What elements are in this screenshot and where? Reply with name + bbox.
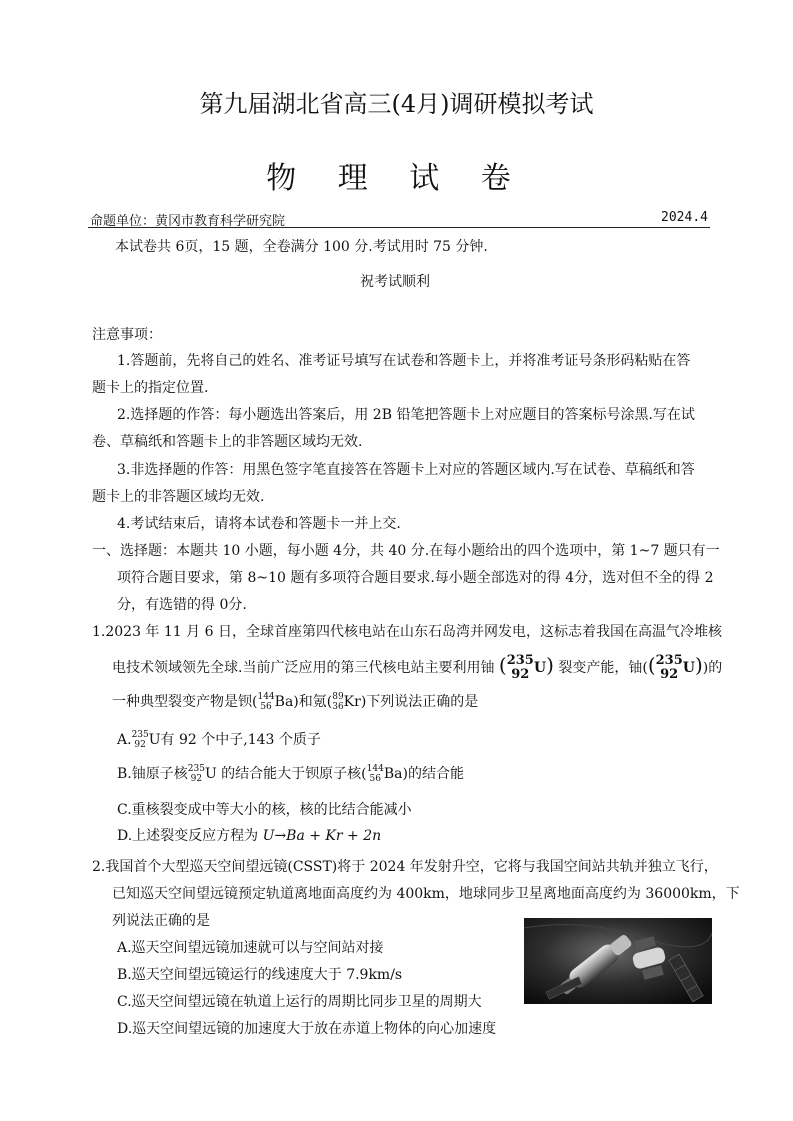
q1-option-b[interactable] xyxy=(117,762,464,786)
section1-line2: 项符合题目要求，第 8~10 题有多项符合题目要求.每小题全部选对的得 4分，选对但不全的得 2 xyxy=(117,570,714,586)
u235-nuclide: 235 92 xyxy=(506,653,534,682)
q1-line2-text-b: 裂变产能，铀( xyxy=(558,660,648,676)
notice-4: 4.考试结束后，请将本试卷和答题卡一并上交. xyxy=(117,516,401,532)
u235-nuclide-b: 235 92 xyxy=(187,764,205,784)
q1-option-d[interactable] xyxy=(117,826,381,846)
paren-open-2: ( xyxy=(647,653,656,677)
fission-equation: U→Ba + Kr + 2n xyxy=(262,828,382,844)
issuer-label: 命题单位：黄冈市教育科学研究院 xyxy=(90,214,286,229)
intro-line: 本试卷共 6页，15 题，全卷满分 100 分.考试用时 75 分钟. xyxy=(115,239,488,255)
q1-line3-text-b: Ba)和氪( xyxy=(274,694,333,710)
q1-option-c[interactable]: C.重核裂变成中等大小的核，核的比结合能减小 xyxy=(117,802,412,818)
option-b-tail: Ba)的结合能 xyxy=(383,766,464,782)
q2-line2: 已知巡天空间望远镜预定轨道离地面高度约为 400km，地球同步卫星离地面高度约为 36000km，下 xyxy=(112,886,740,902)
u-symbol-2: U xyxy=(682,660,695,676)
exam-date: 2024.4 xyxy=(661,210,708,225)
paren-close: ) xyxy=(546,653,554,677)
space-telescope-photo xyxy=(524,918,712,1004)
q1-line2 xyxy=(112,648,722,685)
q1-line3 xyxy=(112,690,478,714)
q1-line2-text-c: )的 xyxy=(702,660,723,676)
notice-2b: 卷、草稿纸和答题卡上的非答题区域均无效. xyxy=(92,434,363,450)
kr89-nuclide: 89 36 xyxy=(332,692,344,712)
q1-line3-text-c: Kr)下列说法正确的是 xyxy=(343,694,479,710)
q2-option-d[interactable]: D.巡天空间望远镜的加速度大于放在赤道上物体的向心加速度 xyxy=(117,1021,497,1037)
notice-1a: 1.答题前，先将自己的姓名、准考证号填写在试卷和答题卡上，并将准考证号条形码粘贴在答 xyxy=(117,353,691,369)
section1-line1: 一、选择题：本题共 10 小题，每小题 4分，共 40 分.在每小题给出的四个选项中，第 1~7 题只有一 xyxy=(92,543,720,559)
ba144-nuclide: 144 56 xyxy=(257,692,275,712)
notice-2a: 2.选择题的作答：每小题选出答案后，用 2B 铅笔把答题卡上对应题目的答案标号涂黑.写在试 xyxy=(117,407,695,423)
q2-option-b[interactable]: B.巡天空间望远镜运行的线速度大于 7.9km/s xyxy=(117,967,403,983)
option-b-pre: B.铀原子核 xyxy=(117,766,188,782)
q1-option-a[interactable] xyxy=(117,728,321,752)
option-a-text: U有 92 个中子,143 个质子 xyxy=(148,732,321,748)
paren-open: ( xyxy=(498,653,507,677)
notice-3b: 题卡上的非答题区域均无效. xyxy=(92,489,265,505)
option-b-mid: U 的结合能大于钡原子核( xyxy=(204,766,367,782)
q2-line1: 2.我国首个大型巡天空间望远镜(CSST)将于 2024 年发射升空，它将与我国空间站共轨并独立飞行， xyxy=(92,859,718,875)
ba144-nuclide-b: 144 56 xyxy=(366,764,384,784)
q1-line3-text-a: 一种典型裂变产物是钡( xyxy=(112,694,258,710)
exam-title: 第九届湖北省高三(4月)调研模拟考试 xyxy=(199,90,594,118)
space-telescope-illustration xyxy=(524,918,712,1004)
q1-line2-text-a: 电技术领域领先全球.当前广泛应用的第三代核电站主要利用铀 xyxy=(112,660,495,676)
u235-nuclide-2: 235 92 xyxy=(655,653,683,682)
subject-title: 物 理 试 卷 xyxy=(266,161,527,196)
notice-3a: 3.非选择题的作答：用黑色签字笔直接答在答题卡上对应的答题区域内.写在试卷、草稿纸和答 xyxy=(117,462,695,478)
q2-option-a[interactable]: A.巡天空间望远镜加速就可以与空间站对接 xyxy=(117,940,384,956)
q2-line3: 列说法正确的是 xyxy=(112,913,210,929)
u235-nuclide-a: 235 92 xyxy=(131,730,149,750)
notice-heading: 注意事项： xyxy=(92,327,162,343)
paren-close-2: ) xyxy=(694,653,703,677)
option-d-pre: D.上述裂变反应方程为 xyxy=(117,828,259,844)
header-rule xyxy=(88,227,710,228)
u-symbol: U xyxy=(533,660,547,676)
notice-1b: 题卡上的指定位置. xyxy=(92,380,209,396)
wish-line: 祝考试顺利 xyxy=(360,274,430,290)
section1-line3: 分，有选错的得 0分. xyxy=(117,597,247,613)
q2-option-c[interactable]: C.巡天空间望远镜在轨道上运行的周期比同步卫星的周期大 xyxy=(117,994,482,1010)
q1-line1: 1.2023 年 11 月 6 日，全球首座第四代核电站在山东石岛湾并网发电，这标志着我国在高温气冷堆核 xyxy=(92,624,722,640)
option-a-label: A. xyxy=(117,732,132,748)
